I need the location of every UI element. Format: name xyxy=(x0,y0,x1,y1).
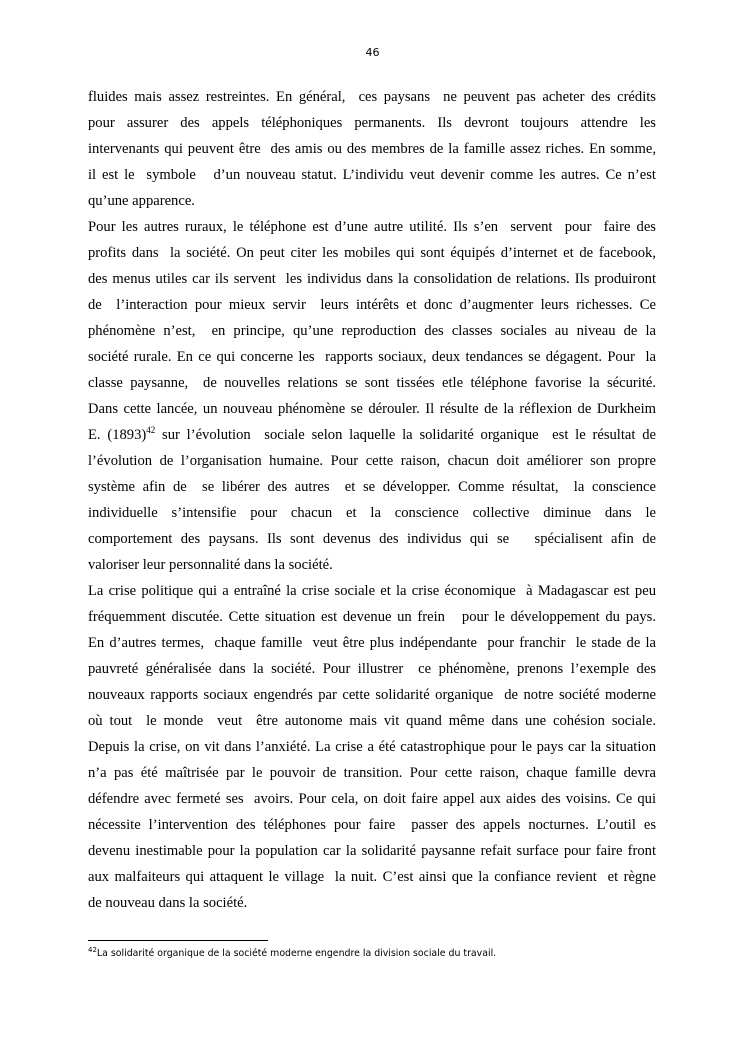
text-line: valoriser leur personnalité dans la société. xyxy=(88,557,333,573)
text-line: pauvreté généralisée dans la société. Pour illustrer ce phénomène, prenons l’exemple des xyxy=(88,661,656,677)
text-line: l’évolution de l’organisation humaine. Pour cette raison, chacun doit améliorer son propre xyxy=(88,453,656,469)
text-line: nécessite l’intervention des téléphones pour faire passer des appels nocturnes. L’outil es xyxy=(88,817,656,833)
footnote xyxy=(88,947,656,961)
text-line: nouveaux rapports sociaux engendrés par cette solidarité organique de notre société moderne xyxy=(88,687,656,703)
text-line: n’a pas été maîtrisée par le pouvoir de transition. Pour cette raison, chaque famille devra xyxy=(88,765,656,781)
footnote-separator xyxy=(88,940,268,941)
text-line: société rurale. En ce qui concerne les rapports sociaux, deux tendances se dégagent. Pour la xyxy=(88,349,656,365)
text-line: fluides mais assez restreintes. En général, ces paysans ne peuvent pas acheter des crédits xyxy=(88,89,656,105)
text-line: où tout le monde veut être autonome mais vit quand même dans une cohésion sociale. xyxy=(88,713,656,729)
text-line: défendre avec fermeté ses avoirs. Pour cela, on doit faire appel aux aides des voisins. Ce qui xyxy=(88,791,656,807)
body-text xyxy=(88,84,656,916)
text-line: classe paysanne, de nouvelles relations se sont tissées etle téléphone favorise la sécurité. xyxy=(88,375,656,391)
text-line: aux malfaiteurs qui attaquent le village la nuit. C’est ainsi que la confiance revient et règne xyxy=(88,869,656,885)
text-line: En d’autres termes, chaque famille veut être plus indépendante pour franchir le stade de la xyxy=(88,635,656,651)
text-line-with-footnote-ref: E. $(1893)^{42}$ sur l’évolution sociale selon laquelle la solidarité organique est le résultat de xyxy=(88,425,656,443)
text-line: système afin de se libérer des autres et se développer. Comme résultat, la conscience xyxy=(88,479,656,495)
text-line: intervenants qui peuvent être des amis ou des membres de la famille assez riches. En somme, xyxy=(88,141,656,157)
text-line: devenu inestimable pour la population car la solidarité paysanne refait surface pour faire front xyxy=(88,843,656,859)
page-number: 46 xyxy=(365,46,380,59)
text-line: il est le symbole d’un nouveau statut. L’individu veut devenir comme les autres. Ce n’est xyxy=(88,167,656,183)
footnote-ref: 42 xyxy=(146,425,156,435)
text-line: qu’une apparence. xyxy=(88,193,195,209)
text-line: Pour les autres ruraux, le téléphone est d’une autre utilité. Ils s’en servent pour faire des xyxy=(88,219,656,235)
text-line: Depuis la crise, on vit dans l’anxiété. La crise a été catastrophique pour le pays car la situation xyxy=(88,739,656,755)
text-line: profits dans la société. On peut citer les mobiles qui sont équipés d’internet et de facebook, xyxy=(88,245,656,261)
text-line: des menus utiles car ils servent les individus dans la consolidation de relations. Ils produiront xyxy=(88,271,656,287)
text-line: La crise politique qui a entraîné la crise sociale et la crise économique à Madagascar est peu xyxy=(88,583,656,599)
footnote-text: La solidarité organique de la société moderne engendre la division sociale du travail. xyxy=(96,948,497,959)
text-line: individuelle s’intensifie pour chacun et la conscience collective diminue dans le xyxy=(88,505,656,521)
text-line: phénomène n’est, en principe, qu’une reproduction des classes sociales au niveau de la xyxy=(88,323,656,339)
text-line: pour assurer des appels téléphoniques permanents. Ils devront toujours attendre les xyxy=(88,115,656,131)
footnote-marker: 42 xyxy=(88,946,97,954)
text-line: de nouveau dans la société. xyxy=(88,895,248,911)
text-line: de l’interaction pour mieux servir leurs intérêts et donc d’augmenter leurs richesses. Ce xyxy=(88,297,656,313)
text-line: fréquemment discutée. Cette situation est devenue un frein pour le développement du pays. xyxy=(88,609,656,625)
text-line: Dans cette lancée, un nouveau phénomène se dérouler. Il résulte de la réflexion de Durkheim xyxy=(88,401,656,417)
text-line: comportement des paysans. Ils sont devenus des individus qui se spécialisent afin de xyxy=(88,531,656,547)
